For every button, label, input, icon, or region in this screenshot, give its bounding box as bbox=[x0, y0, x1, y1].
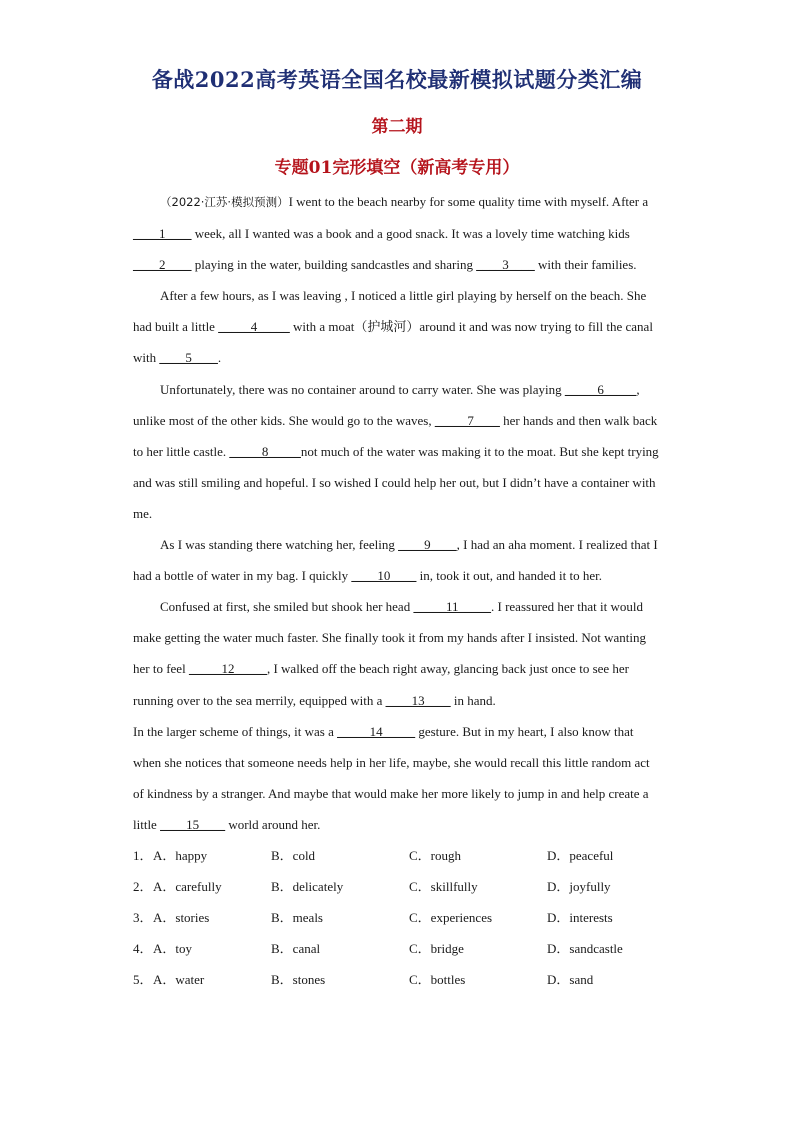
option-d: D．joyfully bbox=[547, 879, 611, 895]
option-d: D．sand bbox=[547, 972, 594, 988]
blank-9: ____9____ bbox=[398, 537, 457, 553]
blank-3: ____3____ bbox=[476, 257, 535, 273]
blank-7: _____7____ bbox=[434, 412, 500, 428]
option-b: B．cold bbox=[271, 847, 316, 863]
option-d: D．interests bbox=[547, 910, 613, 926]
option-a: A．water bbox=[153, 972, 205, 988]
option-c: C．rough bbox=[409, 847, 462, 863]
option-a: A．stories bbox=[153, 910, 210, 926]
blank-8: _____8_____ bbox=[229, 443, 301, 459]
option-a: A．happy bbox=[153, 847, 208, 863]
option-row bbox=[133, 964, 661, 995]
paragraph-3: Unfortunately, there was no container around to carry water. She was playing _____6_____, unlike most of the other kids. She would go to the waves, _____7____ her hands and then walk back to her little castle. _____8_____not much of the water was making it to the moat. But she kept trying and was still smiling and hopeful. I so wished I could help her out, but I didn’t have a container with me. bbox=[133, 381, 659, 521]
blank-15: ____15____ bbox=[160, 816, 226, 832]
option-b: B．meals bbox=[271, 910, 323, 926]
blank-12: _____12_____ bbox=[188, 661, 267, 677]
options-list bbox=[133, 840, 661, 995]
option-row bbox=[133, 840, 661, 871]
paragraph-4: As I was standing there watching her, feeling ____9____, I had an aha moment. I realized that I had a bottle of water in my bag. I quickly ____10____ in, took it out, and handed it to her. bbox=[133, 537, 658, 584]
blank-1: ____1____ bbox=[133, 226, 192, 242]
option-a: A．toy bbox=[153, 941, 193, 957]
blank-14: _____14_____ bbox=[337, 723, 416, 739]
option-d: D．peaceful bbox=[547, 847, 614, 863]
blank-5: ____5____ bbox=[159, 350, 218, 366]
paragraph-5: Confused at first, she smiled but shook her head _____11_____. I reassured her that it would make getting the water much faster. She finally took it from my hands after I insisted. Not wanting her to feel _____12_____, I walked off the beach right away, glancing back just once to see her running over to the sea merrily, equipped with a ____13____ in hand. bbox=[133, 599, 647, 708]
option-c: C．skillfully bbox=[409, 879, 478, 895]
blank-10: ____10____ bbox=[351, 568, 417, 584]
option-a: A．carefully bbox=[153, 879, 222, 895]
option-b: B．delicately bbox=[271, 879, 344, 895]
topic-heading: 专题01完形填空（新高考专用） bbox=[274, 158, 520, 178]
option-c: C．bottles bbox=[409, 972, 466, 988]
question-number: 5． bbox=[133, 972, 153, 988]
paragraph-1: （2022·江苏·模拟预测）I went to the beach nearby for some quality time with myself. After a ____1____ week, all I wanted was a book and a good snack. It was a lovely time watching kids ____2____ playing in the water, building sandcastles and sharing ____3____ with their families. bbox=[133, 194, 649, 273]
question-number: 3． bbox=[133, 910, 153, 926]
question-number: 2． bbox=[133, 879, 153, 895]
option-d: D．sandcastle bbox=[547, 941, 623, 957]
option-c: C．experiences bbox=[409, 910, 493, 926]
blank-13: ____13____ bbox=[385, 692, 451, 708]
option-b: B．stones bbox=[271, 972, 326, 988]
paragraph-6: In the larger scheme of things, it was a _____14_____ gesture. But in my heart, I also know that when she notices that someone needs help in her life, maybe, she would recall this little random act of kindness by a stranger. And maybe that would make her more likely to jump in and help create a little ____15____ world around her. bbox=[133, 723, 650, 832]
passage bbox=[133, 186, 661, 995]
blank-11: _____11_____ bbox=[413, 599, 491, 615]
issue-label: 第二期 bbox=[371, 117, 423, 137]
document-title: 备战2022高考英语全国名校最新模拟试题分类汇编 bbox=[151, 67, 643, 92]
blank-4: _____4_____ bbox=[218, 319, 290, 335]
blank-6: _____6_____ bbox=[564, 381, 637, 397]
blank-2: ____2____ bbox=[133, 257, 192, 273]
option-row bbox=[133, 871, 661, 902]
option-c: C．bridge bbox=[409, 941, 464, 957]
paragraph-2: After a few hours, as I was leaving , I noticed a little girl playing by herself on the beach. She had built a little _____4_____ with a moat（护城河）around it and was now trying to fill the canal with ____5____. bbox=[133, 288, 653, 366]
option-row bbox=[133, 902, 661, 933]
option-b: B．canal bbox=[271, 941, 321, 957]
question-number: 4． bbox=[133, 941, 153, 957]
option-row bbox=[133, 933, 661, 964]
source-tag: （2022·江苏·模拟预测） bbox=[160, 195, 289, 209]
question-number: 1． bbox=[133, 847, 153, 863]
